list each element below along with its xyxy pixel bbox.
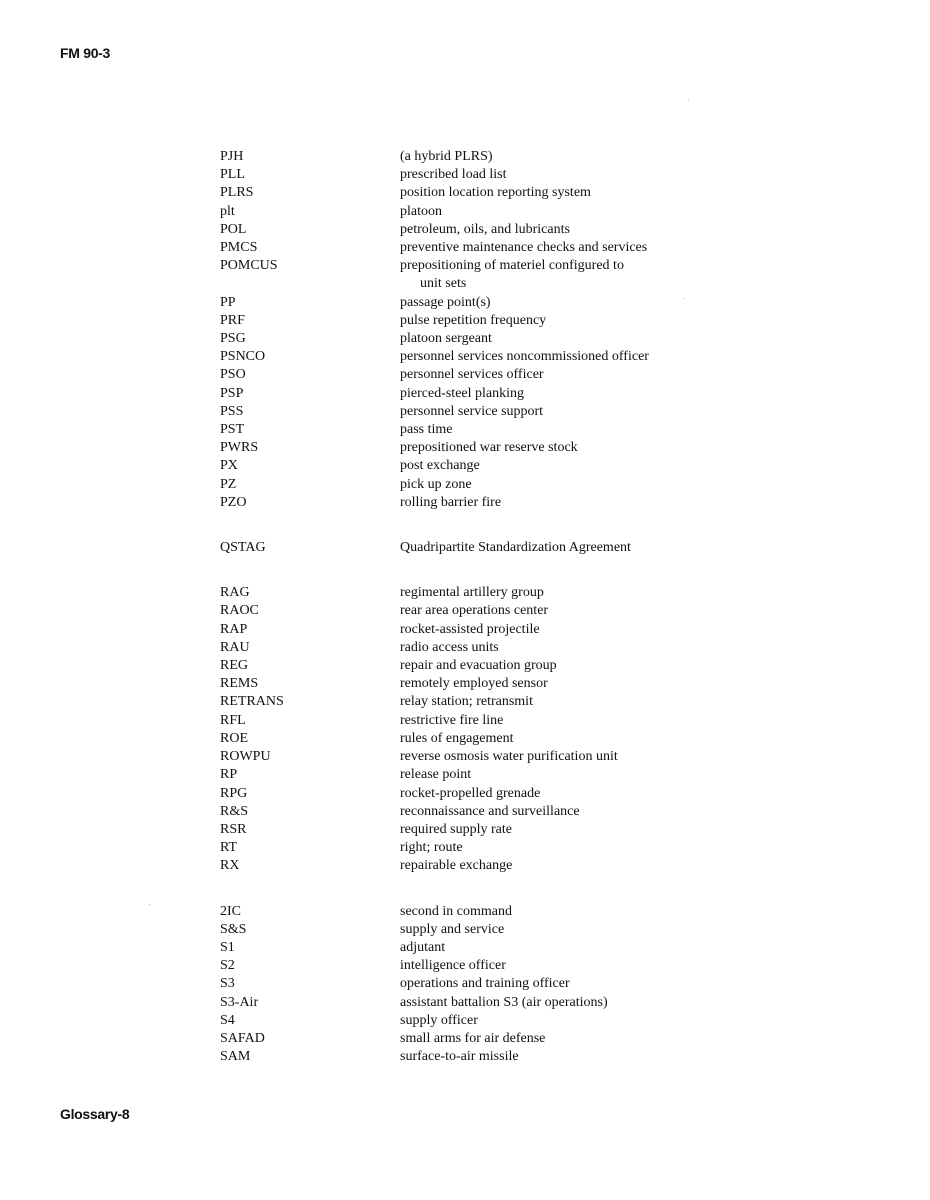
definition: platoon [400,203,442,219]
definition: platoon sergeant [400,331,492,347]
glossary-entry [220,539,700,557]
glossary-entry [220,748,700,766]
glossary-entry [220,957,700,975]
definition: release point [400,767,472,783]
glossary-entry [220,184,700,202]
definition: pass time [400,422,453,438]
abbreviation: SAM [220,1049,251,1065]
abbreviation: SAFAD [220,1030,265,1046]
abbreviation: RAU [220,639,250,655]
glossary-entry [220,221,700,239]
abbreviation: PJH [220,149,244,164]
glossary-entry [220,1048,700,1066]
definition: repair and evacuation group [400,658,557,674]
abbreviation: PZ [220,476,237,492]
definition: prepositioning of materiel configured to [400,258,624,274]
definition: rocket-propelled grenade [400,785,541,801]
abbreviation: PMCS [220,240,258,256]
abbreviation: RETRANS [220,694,284,710]
glossary-entry [220,621,700,639]
abbreviation: RAP [220,621,248,637]
glossary-entry [220,166,700,184]
abbreviation: PSS [220,403,244,419]
definition: pulse repetition frequency [400,312,547,328]
glossary-entry [220,921,700,939]
abbreviation: PX [220,458,238,474]
abbreviation: PZO [220,494,247,510]
abbreviation: S2 [220,958,235,974]
glossary-entry [220,675,700,693]
glossary-entry [220,366,700,384]
abbreviation: ROE [220,730,248,746]
glossary-entry [220,257,700,275]
definition: (a hybrid PLRS) [400,149,493,164]
glossary-entry [220,494,700,512]
abbreviation: REG [220,658,248,674]
definition: reconnaissance and surveillance [400,803,580,819]
abbreviation: 2IC [220,903,241,919]
definition: Quadripartite Standardization Agreement [400,540,631,556]
abbreviation: PP [220,294,236,310]
glossary-entry [220,476,700,494]
glossary-entry [220,730,700,748]
definition: personnel services officer [400,367,544,383]
definition: pierced-steel planking [400,385,525,401]
definition: prepositioned war reserve stock [400,440,578,456]
definition: rolling barrier fire [400,494,502,510]
glossary-list [220,148,700,1093]
abbreviation: S1 [220,939,235,955]
abbreviation: RT [220,840,238,856]
abbreviation: S3-Air [220,994,259,1010]
glossary-entry [220,203,700,221]
abbreviation: plt [220,203,235,219]
definition: personnel services noncommissioned officer [400,349,649,365]
glossary-entry [220,348,700,366]
scan-speck [149,904,150,905]
abbreviation: PRF [220,312,245,328]
definition: rocket-assisted projectile [400,621,540,637]
abbreviation: POL [220,221,247,237]
definition: operations and training officer [400,976,570,992]
abbreviation: S&S [220,921,247,937]
glossary-entry [220,275,700,293]
glossary-entry [220,839,700,857]
abbreviation: PLRS [220,185,254,201]
definition: remotely employed sensor [400,676,548,692]
glossary-entry [220,403,700,421]
glossary-entry [220,421,700,439]
glossary-section [220,148,700,512]
abbreviation: PSO [220,367,246,383]
definition: adjutant [400,939,446,955]
abbreviation: PLL [220,167,245,183]
glossary-entry [220,785,700,803]
abbreviation: RPG [220,785,248,801]
definition: small arms for air defense [400,1030,546,1046]
definition: supply officer [400,1012,478,1028]
glossary-section [220,903,700,1067]
glossary-section [220,584,700,875]
abbreviation: ROWPU [220,749,271,765]
glossary-entry [220,693,700,711]
definition: second in command [400,903,512,919]
glossary-entry [220,766,700,784]
definition: relay station; retransmit [400,694,533,710]
glossary-entry [220,584,700,602]
glossary-entry [220,975,700,993]
glossary-entry [220,939,700,957]
glossary-entry [220,639,700,657]
abbreviation: RAOC [220,603,259,619]
definition: unit sets [420,276,467,292]
glossary-entry [220,1030,700,1048]
definition: restrictive fire line [400,712,504,728]
abbreviation: POMCUS [220,258,278,274]
abbreviation: QSTAG [220,540,266,556]
glossary-section [220,539,700,557]
glossary-entry [220,994,700,1012]
definition: personnel service support [400,403,544,419]
definition: required supply rate [400,821,512,837]
definition: passage point(s) [400,294,491,310]
glossary-entry [220,803,700,821]
glossary-entry [220,385,700,403]
abbreviation: S3 [220,976,235,992]
definition: rules of engagement [400,730,514,746]
definition: petroleum, oils, and lubricants [400,221,570,237]
abbreviation: PSNCO [220,349,266,365]
definition: rear area operations center [400,603,549,619]
definition: assistant battalion S3 (air operations) [400,994,608,1010]
abbreviation: RX [220,858,240,874]
definition: right; route [400,840,463,856]
definition: repairable exchange [400,858,513,874]
glossary-entry [220,857,700,875]
glossary-entry [220,148,700,166]
definition: regimental artillery group [400,585,544,601]
glossary-entry [220,330,700,348]
definition: prescribed load list [400,167,507,183]
glossary-entry [220,903,700,921]
glossary-entry [220,1012,700,1030]
glossary-entry [220,294,700,312]
abbreviation: PSP [220,385,244,401]
abbreviation: RAG [220,585,250,601]
definition: position location reporting system [400,185,591,201]
abbreviation: S4 [220,1012,235,1028]
glossary-entry [220,712,700,730]
scan-speck [688,99,689,100]
abbreviation: REMS [220,676,259,692]
abbreviation: PST [220,422,245,438]
glossary-entry [220,239,700,257]
definition: surface-to-air missile [400,1049,519,1065]
definition: radio access units [400,639,499,655]
glossary-entry [220,439,700,457]
definition: supply and service [400,921,505,937]
abbreviation: PWRS [220,440,259,456]
glossary-entry [220,602,700,620]
page-footer-label: Glossary-8 [60,1106,130,1122]
definition: intelligence officer [400,958,506,974]
abbreviation: RP [220,767,238,783]
abbreviation [220,275,400,293]
abbreviation: PSG [220,331,246,347]
abbreviation: RSR [220,821,247,837]
page-header-code: FM 90-3 [60,45,111,61]
scan-speck [684,298,685,299]
glossary-entry [220,457,700,475]
definition: pick up zone [400,476,472,492]
glossary-entry [220,821,700,839]
abbreviation: RFL [220,712,246,728]
abbreviation: R&S [220,803,249,819]
glossary-entry [220,312,700,330]
definition: reverse osmosis water purification unit [400,749,618,765]
definition: preventive maintenance checks and services [400,240,648,256]
glossary-entry [220,657,700,675]
definition: post exchange [400,458,480,474]
